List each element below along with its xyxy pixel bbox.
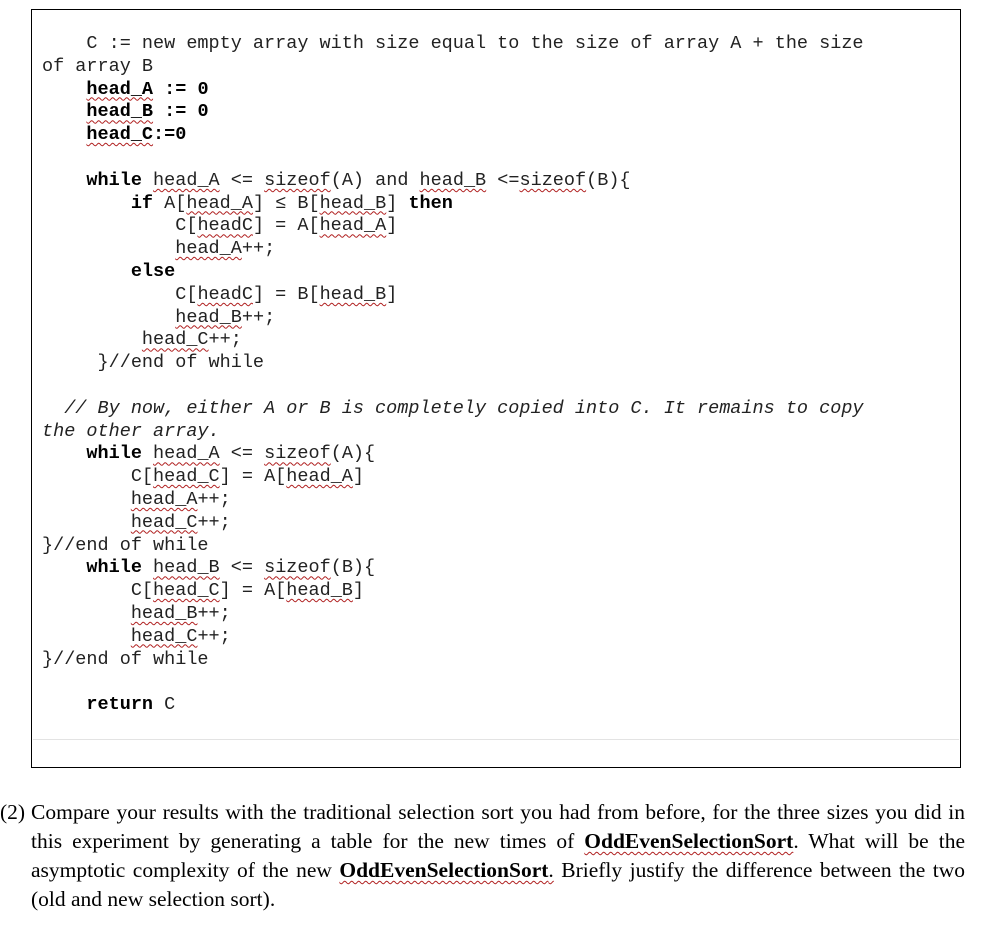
code-token: ]	[352, 466, 365, 488]
code-token	[42, 79, 86, 100]
code-line	[42, 124, 952, 147]
code-token: head_C	[130, 625, 198, 647]
code-token: :=0	[153, 124, 187, 146]
question-text-segment: OddEvenSelectionSort	[584, 829, 794, 853]
code-token: }//end of while	[42, 534, 209, 556]
code-token: ]	[386, 215, 398, 237]
code-token: head_A	[319, 215, 387, 237]
code-token: C[	[42, 466, 154, 488]
question-number: (2)	[0, 800, 26, 824]
code-token: head_B	[86, 101, 154, 123]
code-token	[42, 193, 131, 214]
code-token: A[	[153, 192, 187, 214]
code-token: head_B	[130, 602, 198, 624]
code-token	[42, 307, 175, 328]
code-token: ++;	[197, 625, 231, 647]
code-token: ] = A[	[252, 215, 320, 237]
code-line	[42, 466, 952, 489]
code-line	[42, 284, 952, 307]
code-line	[42, 443, 952, 466]
question-text-segment: OddEvenSelectionSort	[339, 858, 549, 882]
code-line	[42, 193, 952, 216]
code-token	[42, 626, 131, 647]
code-token	[42, 124, 86, 145]
code-token: ++;	[197, 488, 231, 510]
code-token: ] = A[	[219, 580, 287, 602]
code-line	[42, 512, 952, 535]
code-token: return	[86, 694, 154, 716]
code-line	[42, 147, 952, 170]
question-text-segment: Compare your results with the traditional selection sort you had from before, for the three sizes you did in this experiment by generating a table for the new times of	[31, 800, 965, 853]
code-line	[42, 56, 952, 79]
code-token: head_B	[175, 306, 242, 328]
code-token: while	[86, 443, 142, 465]
code-token: C[	[42, 283, 198, 305]
code-token: head_A	[186, 192, 253, 214]
code-token: while	[86, 169, 142, 191]
code-token	[42, 329, 142, 350]
code-token: }//end of while	[42, 352, 265, 374]
code-token: head_B	[153, 557, 220, 579]
code-line	[42, 649, 952, 672]
code-token	[42, 261, 131, 282]
code-token	[42, 443, 86, 464]
code-token	[42, 512, 131, 533]
code-token	[42, 694, 86, 715]
code-token: sizeof	[519, 169, 587, 191]
empty-row-divider	[33, 739, 959, 740]
code-token: C := new empty array with size equal to the size of array A + the size	[42, 33, 864, 54]
code-token: head_C	[86, 124, 154, 146]
code-token: head_C	[130, 511, 198, 533]
code-box	[31, 9, 961, 768]
code-token	[142, 443, 153, 464]
code-line	[42, 329, 952, 352]
code-token: <=	[219, 443, 265, 465]
code-token: C	[153, 694, 176, 716]
code-line	[42, 170, 952, 193]
question-text-segment: . What will be the asymptotic complexity of the new	[31, 829, 965, 882]
code-token: C[	[42, 215, 198, 237]
code-line	[42, 489, 952, 512]
code-token: ++;	[197, 602, 231, 624]
code-line	[42, 101, 952, 124]
code-token: the other array.	[42, 420, 220, 442]
code-line	[42, 33, 952, 56]
code-token: head_B	[319, 192, 387, 214]
code-line	[42, 375, 952, 398]
code-token: head_A	[153, 169, 220, 191]
code-token: (B){	[586, 169, 631, 191]
code-token: head_A	[153, 443, 220, 465]
code-token: headC	[197, 215, 253, 237]
code-token: (A) and	[330, 169, 420, 191]
code-token: head_B	[419, 169, 487, 191]
question-text-segment: .	[548, 858, 554, 882]
code-line	[42, 580, 952, 603]
code-token: else	[130, 260, 176, 282]
code-token: ]	[386, 192, 409, 214]
code-token: ]	[352, 580, 365, 602]
code-token	[42, 603, 131, 624]
code-line	[42, 215, 952, 238]
code-line	[42, 671, 952, 694]
code-token: head_A	[175, 238, 242, 260]
code-token: head_B	[286, 580, 353, 602]
code-token: of array B	[42, 55, 154, 77]
code-line	[42, 557, 952, 580]
code-token: <=	[219, 557, 265, 579]
code-line	[42, 79, 952, 102]
question-text	[31, 798, 965, 914]
code-line	[42, 238, 952, 261]
code-token: head_B	[319, 283, 387, 305]
code-token: head_A	[86, 78, 154, 100]
code-token: head_A	[130, 488, 198, 510]
code-token: headC	[197, 283, 253, 305]
code-line	[42, 398, 952, 421]
code-token: sizeof	[264, 557, 331, 579]
code-line	[42, 352, 952, 375]
code-token	[142, 170, 153, 191]
code-token: <=	[486, 169, 520, 191]
code-token: ] = B[	[252, 283, 320, 305]
code-line	[42, 307, 952, 330]
code-token: := 0	[153, 101, 209, 123]
code-token: // By now, either A or B is completely copied into C. It remains to copy	[42, 397, 864, 419]
code-token: head_A	[286, 466, 353, 488]
code-token: if	[130, 192, 154, 214]
code-line	[42, 603, 952, 626]
code-token: head_C	[153, 466, 220, 488]
code-token: C[	[42, 580, 154, 602]
code-line	[42, 421, 952, 444]
code-token: sizeof	[264, 443, 331, 465]
code-token: ] = A[	[219, 466, 287, 488]
code-token: <=	[219, 169, 265, 191]
code-token: ++;	[241, 238, 276, 260]
code-line	[42, 626, 952, 649]
pseudocode-block	[42, 33, 952, 717]
code-line	[42, 535, 952, 558]
code-token	[42, 489, 131, 510]
code-token: (B){	[330, 557, 376, 579]
code-token: then	[408, 192, 453, 214]
code-token: ]	[386, 283, 398, 305]
code-token: (A){	[330, 443, 376, 465]
code-token	[42, 238, 175, 259]
code-token: ++;	[241, 306, 276, 328]
code-token: ++;	[197, 511, 231, 533]
code-token: sizeof	[264, 169, 331, 191]
code-token	[142, 557, 153, 578]
code-token: head_C	[141, 329, 209, 351]
code-token: ++;	[208, 329, 242, 351]
code-token: }//end of while	[42, 648, 209, 670]
code-line	[42, 261, 952, 284]
code-line	[42, 694, 952, 717]
code-token: head_C	[153, 580, 220, 602]
code-token: ] ≤ B[	[252, 192, 320, 214]
code-token	[42, 170, 86, 191]
code-token	[42, 101, 86, 122]
code-token	[42, 557, 86, 578]
code-token: := 0	[153, 78, 209, 100]
question-text-segment: Briefly justify the difference between the two (old and new selection sort).	[31, 858, 965, 911]
code-token: while	[86, 557, 142, 579]
